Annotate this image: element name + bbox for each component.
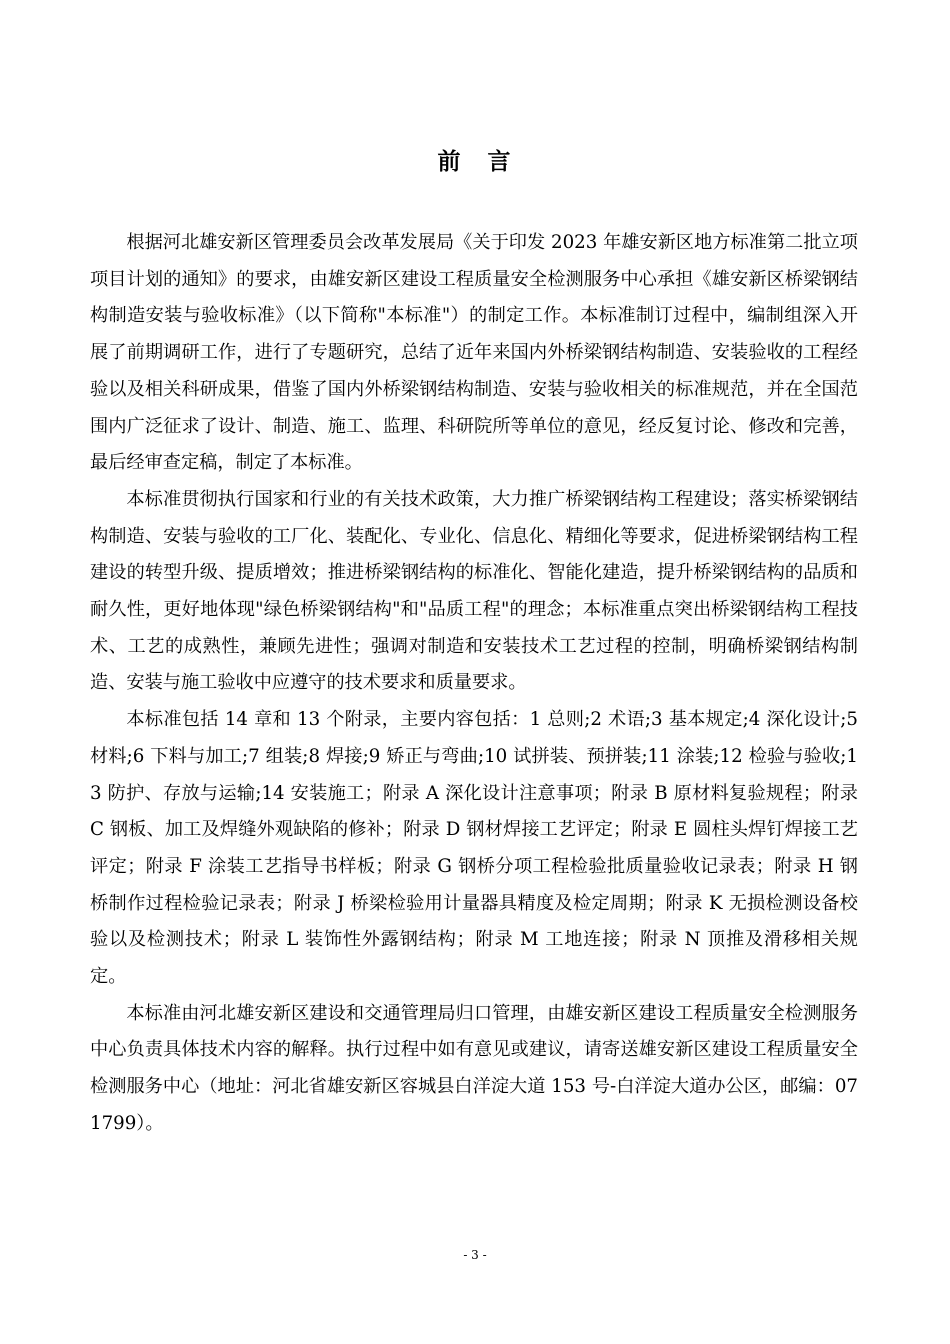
page-title: 前 言: [437, 148, 513, 175]
paragraph-management: 本标准由河北雄安新区建设和交通管理局归口管理，由雄安新区建设工程质量安全检测服务中心负责具体技术内容的解释。执行过程中如有意见或建议，请寄送雄安新区建设工程质量安全检测服务中心（地址：河北省雄安新区容城县白洋淀大道 153 号-白洋淀大道办公区，邮编：071799）。: [90, 1002, 858, 1134]
page-number: - 3 -: [463, 1248, 487, 1262]
paragraph-background: 根据河北雄安新区管理委员会改革发展局《关于印发 2023 年雄安新区地方标准第二批立项项目计划的通知》的要求，由雄安新区建设工程质量安全检测服务中心承担《雄安新区桥梁钢结构制造安装与验收标准》（以下简称"本标准"）的制定工作。本标准制订过程中，编制组深入开展了前期调研工作，进行了专题研究，总结了近年来国内外桥梁钢结构制造、安装验收的工程经验以及相关科研成果，借鉴了国内外桥梁钢结构制造、安装与验收相关的标准规范，并在全国范围内广泛征求了设计、制造、施工、监理、科研院所等单位的意见，经反复讨论、修改和完善，最后经审查定稿，制定了本标准。: [90, 232, 858, 474]
document-body: [90, 225, 858, 1143]
paragraph-contents: 本标准包括 14 章和 13 个附录，主要内容包括：1 总则;2 术语;3 基本规定;4 深化设计;5 材料;6 下料与加工;7 组装;8 焊接;9 矫正与弯曲;10 试拼装、预拼装;11 涂装;12 检验与验收;13 防护、存放与运输;14 安装施工；附录 A 深化设计注意事项；附录 B 原材料复验规程；附录 C 钢板、加工及焊缝外观缺陷的修补；附录 D 钢材焊接工艺评定；附录 E 圆柱头焊钉焊接工艺评定；附录 F 涂装工艺指导书样板；附录 G 钢桥分项工程检验批质量验收记录表；附录 H 钢桥制作过程检验记录表；附录 J 桥梁检验用计量器具精度及检定周期；附录 K 无损检测设备校验以及检测技术；附录 L 装饰性外露钢结构；附录 M 工地连接；附录 N 顶推及滑移相关规定。: [90, 709, 858, 988]
paragraph-policy: 本标准贯彻执行国家和行业的有关技术政策，大力推广桥梁钢结构工程建设；落实桥梁钢结构制造、安装与验收的工厂化、装配化、专业化、信息化、精细化等要求，促进桥梁钢结构工程建设的转型升级、提质增效；推进桥梁钢结构的标准化、智能化建造，提升桥梁钢结构的品质和耐久性，更好地体现"绿色桥梁钢结构"和"品质工程"的理念；本标准重点突出桥梁钢结构工程技术、工艺的成熟性，兼顾先进性；强调对制造和安装技术工艺过程的控制，明确桥梁钢结构制造、安装与施工验收中应遵守的技术要求和质量要求。: [90, 488, 858, 694]
